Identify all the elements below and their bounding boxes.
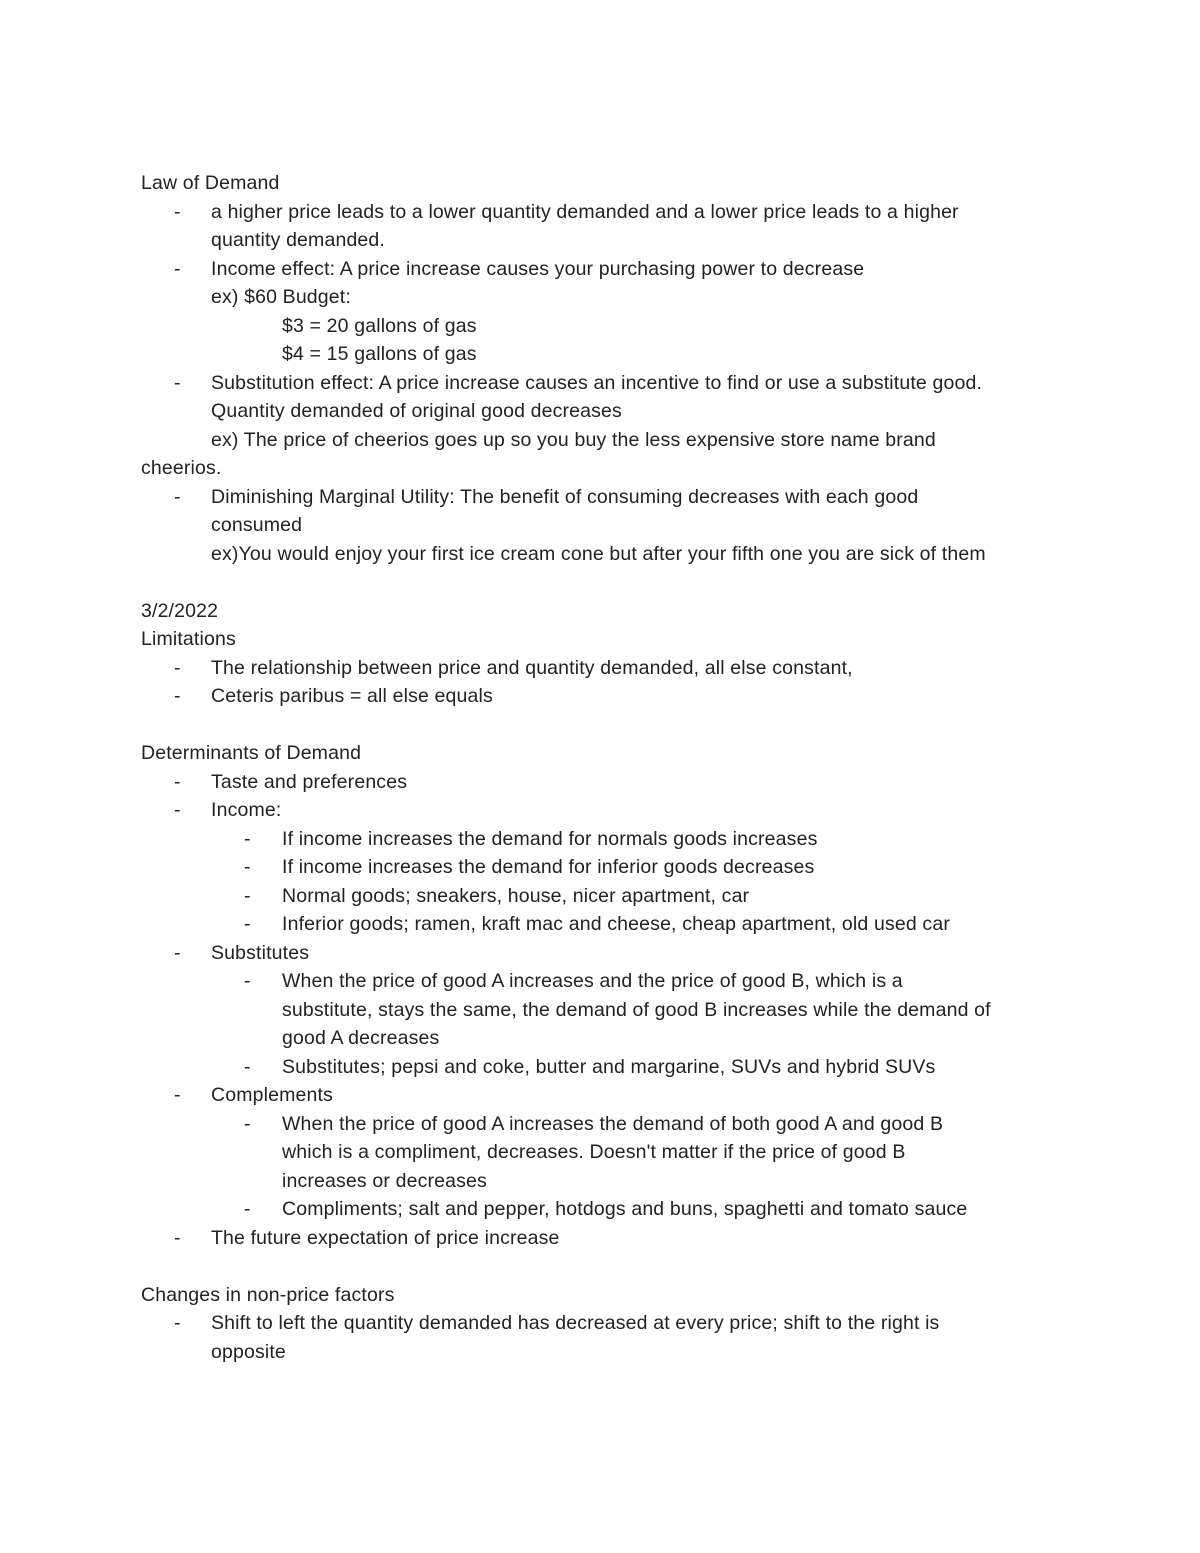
list-item bbox=[141, 1224, 1066, 1253]
list-item bbox=[141, 255, 1066, 284]
line-text: Diminishing Marginal Utility: The benefit of consuming decreases with each good bbox=[211, 485, 919, 508]
text-line bbox=[141, 283, 1066, 312]
text-line bbox=[141, 340, 1066, 369]
line-text: consumed bbox=[211, 514, 303, 536]
bullet-dash: - bbox=[244, 913, 251, 935]
line-text: which is a compliment, decreases. Doesn't matter if the price of good B bbox=[282, 1141, 906, 1163]
list-item bbox=[141, 967, 1066, 996]
bullet-dash: - bbox=[174, 770, 181, 793]
heading-limitations bbox=[141, 625, 1066, 654]
line-text: Substitutes; pepsi and coke, butter and margarine, SUVs and hybrid SUVs bbox=[282, 1055, 936, 1078]
bullet-dash: - bbox=[244, 856, 251, 878]
list-item bbox=[141, 483, 1066, 512]
line-text: 3/2/2022 bbox=[141, 599, 219, 622]
document-body bbox=[141, 169, 1066, 1366]
bullet-dash: - bbox=[174, 685, 181, 707]
bullet-dash: - bbox=[174, 1084, 181, 1106]
line-text: ex)You would enjoy your first ice cream cone but after your fifth one you are sick of them bbox=[211, 542, 986, 565]
list-item bbox=[141, 1309, 1066, 1338]
heading-changes-in-non-price-factors bbox=[141, 1281, 1066, 1310]
list-item bbox=[141, 910, 1066, 939]
text-line bbox=[141, 454, 1066, 483]
text-line bbox=[141, 1167, 1066, 1196]
text-line bbox=[141, 511, 1066, 540]
list-item bbox=[141, 853, 1066, 882]
line-text: When the price of good A increases and the price of good B, which is a bbox=[282, 970, 903, 992]
list-item bbox=[141, 1081, 1066, 1110]
line-text: Ceteris paribus = all else equals bbox=[211, 685, 493, 707]
bullet-dash: - bbox=[174, 799, 181, 821]
line-text: good A decreases bbox=[282, 1027, 440, 1049]
line-text: Income: bbox=[211, 799, 282, 821]
line-text: Compliments; salt and pepper, hotdogs and buns, spaghetti and tomato sauce bbox=[282, 1198, 968, 1220]
line-text: Income effect: A price increase causes your purchasing power to decrease bbox=[211, 257, 865, 280]
date-heading bbox=[141, 597, 1066, 626]
line-text: $4 = 15 gallons of gas bbox=[282, 343, 477, 365]
text-line bbox=[141, 1024, 1066, 1053]
bullet-dash: - bbox=[244, 827, 251, 850]
bullet-dash: - bbox=[244, 1055, 251, 1078]
bullet-dash: - bbox=[174, 371, 181, 394]
text-line bbox=[141, 226, 1066, 255]
line-text: ex) $60 Budget: bbox=[211, 286, 351, 308]
line-text: Determinants of Demand bbox=[141, 742, 362, 764]
line-text: ex) The price of cheerios goes up so you buy the less expensive store name brand bbox=[211, 428, 936, 451]
list-item bbox=[141, 369, 1066, 398]
line-text: substitute, stays the same, the demand of good B increases while the demand of bbox=[282, 998, 991, 1021]
bullet-dash: - bbox=[244, 1112, 251, 1135]
text-line bbox=[141, 397, 1066, 426]
bullet-dash: - bbox=[244, 884, 251, 907]
line-text: The relationship between price and quantity demanded, all else constant, bbox=[211, 656, 853, 679]
line-text: increases or decreases bbox=[282, 1169, 487, 1192]
list-item bbox=[141, 1053, 1066, 1082]
list-item bbox=[141, 882, 1066, 911]
line-text: Inferior goods; ramen, kraft mac and cheese, cheap apartment, old used car bbox=[282, 913, 950, 935]
list-item bbox=[141, 939, 1066, 968]
line-text: Normal goods; sneakers, house, nicer apartment, car bbox=[282, 884, 750, 907]
bullet-dash: - bbox=[174, 200, 181, 223]
line-text: Law of Demand bbox=[141, 172, 280, 194]
line-text: When the price of good A increases the demand of both good A and good B bbox=[282, 1112, 944, 1135]
line-text: opposite bbox=[211, 1340, 286, 1363]
line-text: cheerios. bbox=[141, 457, 222, 479]
line-text: Quantity demanded of original good decreases bbox=[211, 400, 622, 422]
list-item bbox=[141, 1110, 1066, 1139]
list-item bbox=[141, 768, 1066, 797]
list-item bbox=[141, 654, 1066, 683]
text-line bbox=[141, 996, 1066, 1025]
text-line bbox=[141, 426, 1066, 455]
line-text: Substitutes bbox=[211, 941, 310, 964]
bullet-dash: - bbox=[174, 485, 181, 508]
text-line bbox=[141, 1138, 1066, 1167]
line-text: Taste and preferences bbox=[211, 770, 408, 793]
blank-line bbox=[141, 568, 1066, 597]
bullet-dash: - bbox=[174, 257, 181, 280]
line-text: Shift to left the quantity demanded has decreased at every price; shift to the right is bbox=[211, 1312, 940, 1334]
line-text: Substitution effect: A price increase causes an incentive to find or use a substitute good. bbox=[211, 371, 983, 394]
list-item bbox=[141, 198, 1066, 227]
line-text: If income increases the demand for inferior goods decreases bbox=[282, 856, 815, 878]
text-line bbox=[141, 1338, 1066, 1367]
line-text: Complements bbox=[211, 1084, 333, 1106]
line-text: quantity demanded. bbox=[211, 229, 385, 251]
text-line bbox=[141, 540, 1066, 569]
list-item bbox=[141, 1195, 1066, 1224]
blank-line bbox=[141, 711, 1066, 740]
text-line bbox=[141, 312, 1066, 341]
list-item bbox=[141, 796, 1066, 825]
line-text: $3 = 20 gallons of gas bbox=[282, 314, 477, 337]
bullet-dash: - bbox=[174, 656, 181, 679]
bullet-dash: - bbox=[244, 1198, 251, 1220]
heading-determinants-of-demand bbox=[141, 739, 1066, 768]
line-text: If income increases the demand for normals goods increases bbox=[282, 827, 818, 850]
bullet-dash: - bbox=[174, 1226, 181, 1249]
bullet-dash: - bbox=[174, 941, 181, 964]
line-text: Changes in non-price factors bbox=[141, 1283, 395, 1306]
line-text: Limitations bbox=[141, 628, 236, 650]
line-text: a higher price leads to a lower quantity demanded and a lower price leads to a higher bbox=[211, 200, 959, 223]
line-text: The future expectation of price increase bbox=[211, 1226, 560, 1249]
list-item bbox=[141, 825, 1066, 854]
list-item bbox=[141, 682, 1066, 711]
heading-law-of-demand bbox=[141, 169, 1066, 198]
bullet-dash: - bbox=[174, 1312, 181, 1334]
blank-line bbox=[141, 1252, 1066, 1281]
bullet-dash: - bbox=[244, 970, 251, 992]
